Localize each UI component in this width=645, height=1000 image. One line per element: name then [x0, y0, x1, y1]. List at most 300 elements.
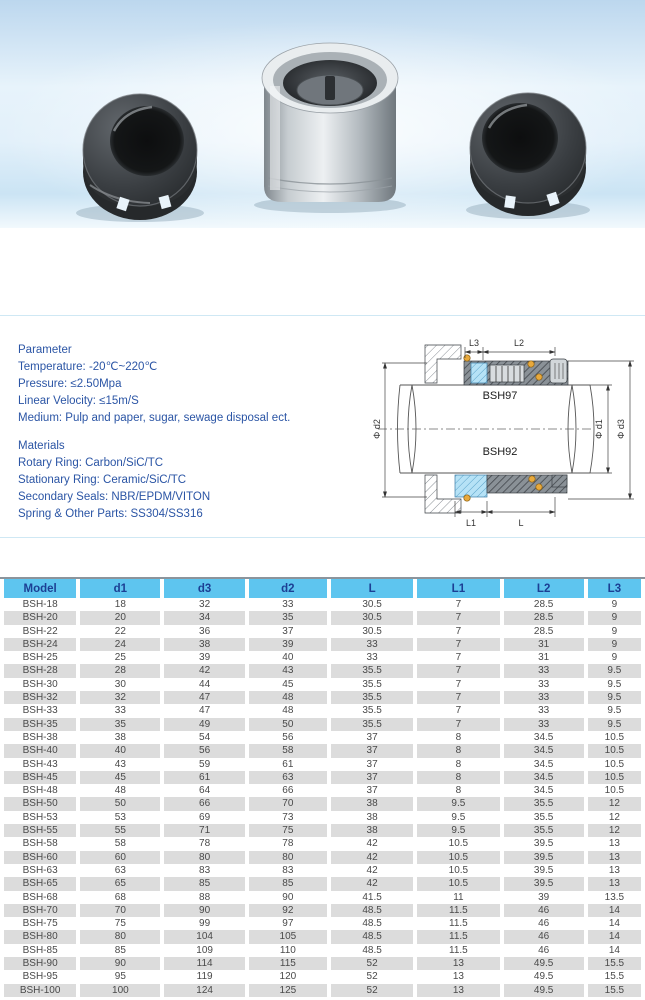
value-cell: 32: [199, 599, 211, 610]
value-cell: 11.5: [417, 930, 499, 943]
value-cell: 14: [608, 918, 620, 930]
value-cell: 7: [417, 638, 499, 651]
value-cell: 13: [588, 851, 641, 864]
value-cell: 34.5: [533, 785, 554, 797]
value-cell: 40: [80, 744, 160, 757]
value-cell: 7: [417, 718, 499, 731]
value-cell: 43: [249, 664, 327, 677]
value-cell: 48: [114, 785, 126, 797]
value-cell: 48.5: [362, 918, 382, 930]
value-cell: 50: [80, 797, 160, 810]
value-cell: 97: [282, 918, 294, 930]
value-cell: 75: [249, 824, 327, 837]
value-cell: 37: [331, 771, 413, 784]
value-cell: 48: [249, 691, 327, 704]
value-cell: 11.5: [417, 904, 499, 917]
value-cell: 9.5: [607, 678, 622, 690]
value-cell: 41.5: [362, 891, 382, 903]
table-row: [4, 731, 641, 744]
value-cell: 63: [249, 771, 327, 784]
value-cell: 99: [199, 918, 211, 930]
seal-assembly-upper: [425, 345, 568, 385]
value-cell: 88: [199, 891, 211, 903]
value-cell: 69: [199, 811, 211, 823]
value-cell: 9.5: [451, 811, 466, 823]
value-cell: 15.5: [588, 984, 641, 997]
model-cell: BSH-20: [4, 611, 76, 624]
table-row: [4, 611, 641, 624]
value-cell: 35: [80, 718, 160, 731]
value-cell: 45: [80, 771, 160, 784]
table-row: [4, 824, 641, 837]
value-cell: 49.5: [533, 971, 554, 983]
value-cell: 33: [538, 705, 550, 717]
value-cell: 28: [80, 664, 160, 677]
model-cell: BSH-22: [22, 625, 58, 637]
value-cell: 9: [611, 599, 618, 610]
value-cell: 35.5: [331, 664, 413, 677]
model-label-bsh97: BSH97: [482, 390, 518, 402]
spec-line-stationary-ring: Stationary Ring: Ceramic/SiC/TC: [18, 474, 187, 486]
value-cell: 30.5: [362, 625, 382, 637]
model-cell: BSH-68: [22, 891, 58, 903]
model-cell: BSH-32: [4, 691, 76, 704]
value-cell: 7: [417, 611, 499, 624]
value-cell: 11.5: [449, 918, 468, 930]
value-cell: 104: [164, 930, 244, 943]
value-cell: 39: [249, 638, 327, 651]
value-cell: 46: [504, 904, 584, 917]
value-cell: 7: [455, 625, 462, 637]
value-cell: 31: [538, 652, 550, 664]
value-cell: 49: [164, 718, 244, 731]
dimension-table: [0, 577, 645, 997]
column-header-d3: d3: [164, 579, 244, 598]
column-header-l2: L2: [504, 579, 584, 598]
value-cell: 48: [282, 705, 294, 717]
value-cell: 124: [164, 984, 244, 997]
value-cell: 12: [588, 797, 641, 810]
table-row: [4, 691, 641, 704]
table-row: [4, 651, 641, 664]
parameter-title: Parameter: [18, 344, 72, 356]
value-cell: 9: [588, 638, 641, 651]
column-header-l3: L3: [588, 579, 641, 598]
value-cell: 80: [80, 930, 160, 943]
value-cell: 90: [164, 904, 244, 917]
value-cell: 71: [164, 824, 244, 837]
value-cell: 7: [455, 705, 462, 717]
value-cell: 114: [164, 957, 244, 970]
value-cell: 33: [538, 678, 550, 690]
value-cell: 50: [249, 718, 327, 731]
value-cell: 34.5: [533, 731, 554, 743]
value-cell: 63: [114, 864, 126, 876]
value-cell: 24: [80, 638, 160, 651]
value-cell: 46: [504, 930, 584, 943]
value-cell: 33: [114, 705, 126, 717]
value-cell: 47: [164, 691, 244, 704]
dim-label-l: L: [518, 518, 524, 528]
value-cell: 32: [80, 691, 160, 704]
value-cell: 52: [331, 984, 413, 997]
model-cell: BSH-53: [22, 811, 58, 823]
value-cell: 7: [417, 691, 499, 704]
value-cell: 13: [608, 864, 620, 876]
value-cell: 8: [455, 785, 462, 797]
spec-line-pressure: Pressure: ≤2.50Mpa: [18, 378, 122, 390]
table-row: [4, 864, 641, 877]
table-row: [4, 758, 641, 771]
model-cell: BSH-75: [22, 918, 58, 930]
value-cell: 53: [114, 811, 126, 823]
spec-line-temperature: Temperature: -20℃~220℃: [18, 361, 158, 373]
value-cell: 46: [538, 944, 550, 956]
table-row: [4, 784, 641, 797]
table-row: [4, 984, 641, 997]
value-cell: 8: [417, 771, 499, 784]
value-cell: 9.5: [417, 797, 499, 810]
value-cell: 66: [282, 785, 294, 797]
table-row: [4, 797, 641, 810]
value-cell: 90: [282, 891, 294, 903]
value-cell: 120: [279, 971, 297, 983]
column-header-l1: L1: [417, 579, 499, 598]
table-header-row: [4, 579, 641, 598]
value-cell: 90: [80, 957, 160, 970]
value-cell: 8: [417, 744, 499, 757]
value-cell: 73: [282, 811, 294, 823]
model-cell: BSH-55: [4, 824, 76, 837]
value-cell: 33: [504, 718, 584, 731]
value-cell: 75: [114, 918, 126, 930]
value-cell: 80: [164, 851, 244, 864]
spec-line-secondary-seals: Secondary Seals: NBR/EPDM/VITON: [18, 491, 211, 503]
value-cell: 52: [366, 971, 378, 983]
value-cell: 34.5: [533, 758, 554, 770]
value-cell: 48.5: [331, 930, 413, 943]
table-body: [4, 598, 641, 997]
value-cell: 115: [249, 957, 327, 970]
column-header-d2: d2: [249, 579, 327, 598]
column-header-d1: d1: [80, 579, 160, 598]
value-cell: 13: [452, 971, 464, 983]
value-cell: 45: [282, 678, 294, 690]
model-cell: BSH-100: [4, 984, 76, 997]
product-photo: [0, 0, 645, 228]
value-cell: 83: [282, 864, 294, 876]
value-cell: 13: [588, 877, 641, 890]
value-cell: 68: [114, 891, 126, 903]
value-cell: 9: [611, 625, 618, 637]
specifications-text: [18, 342, 290, 523]
section-divider: [0, 537, 645, 538]
model-cell: BSH-38: [22, 731, 58, 743]
value-cell: 105: [249, 930, 327, 943]
value-cell: 14: [588, 930, 641, 943]
value-cell: 59: [199, 758, 211, 770]
table-row: [4, 970, 641, 983]
table-row: [4, 877, 641, 890]
value-cell: 10.5: [588, 771, 641, 784]
value-cell: 39.5: [533, 864, 554, 876]
spec-line-rotary-ring: Rotary Ring: Carbon/SiC/TC: [18, 457, 164, 469]
value-cell: 7: [417, 664, 499, 677]
value-cell: 42: [164, 664, 244, 677]
value-cell: 10.5: [448, 838, 469, 850]
value-cell: 42: [331, 877, 413, 890]
value-cell: 38: [331, 824, 413, 837]
value-cell: 80: [249, 851, 327, 864]
value-cell: 58: [114, 838, 126, 850]
spec-line-medium: Medium: Pulp and paper, sugar, sewage disposal ect.: [18, 412, 291, 424]
table-row: [4, 811, 641, 824]
model-cell: BSH-40: [4, 744, 76, 757]
value-cell: 42: [331, 851, 413, 864]
value-cell: 119: [196, 971, 213, 983]
model-cell: BSH-24: [4, 638, 76, 651]
value-cell: 12: [588, 824, 641, 837]
value-cell: 9.5: [607, 705, 622, 717]
value-cell: 36: [199, 625, 211, 637]
value-cell: 10.5: [417, 851, 499, 864]
model-cell: BSH-50: [4, 797, 76, 810]
value-cell: 33: [366, 652, 378, 664]
value-cell: 9.5: [417, 824, 499, 837]
model-cell: BSH-45: [4, 771, 76, 784]
value-cell: 35.5: [504, 797, 584, 810]
value-cell: 95: [114, 971, 126, 983]
table-row: [4, 944, 641, 957]
value-cell: 52: [331, 957, 413, 970]
table-row: [4, 837, 641, 850]
materials-title: Materials: [18, 440, 65, 452]
value-cell: 38: [114, 731, 126, 743]
value-cell: 61: [282, 758, 294, 770]
dim-label-d3: Φ d3: [616, 419, 626, 439]
value-cell: 8: [455, 731, 462, 743]
value-cell: 38: [366, 811, 378, 823]
value-cell: 31: [504, 638, 584, 651]
model-cell: BSH-18: [22, 599, 58, 610]
value-cell: 34.5: [504, 771, 584, 784]
model-cell: BSH-85: [22, 944, 58, 956]
value-cell: 85: [164, 877, 244, 890]
value-cell: 35.5: [504, 824, 584, 837]
value-cell: 42: [366, 838, 378, 850]
value-cell: 14: [608, 944, 620, 956]
technical-diagram: [372, 333, 645, 529]
value-cell: 64: [199, 785, 211, 797]
value-cell: 60: [80, 851, 160, 864]
value-cell: 10.5: [604, 758, 625, 770]
table-row: [4, 678, 641, 691]
value-cell: 49.5: [504, 957, 584, 970]
value-cell: 35: [249, 611, 327, 624]
value-cell: 100: [80, 984, 160, 997]
table-row: [4, 891, 641, 904]
value-cell: 37: [282, 625, 294, 637]
value-cell: 92: [249, 904, 327, 917]
value-cell: 9: [588, 611, 641, 624]
value-cell: 37: [331, 744, 413, 757]
dim-label-l3: L3: [468, 338, 480, 348]
value-cell: 28.5: [533, 599, 554, 610]
value-cell: 48.5: [362, 944, 382, 956]
value-cell: 33: [331, 638, 413, 651]
value-cell: 40: [282, 652, 294, 664]
value-cell: 15.5: [604, 971, 625, 983]
value-cell: 39: [538, 891, 550, 903]
value-cell: 20: [80, 611, 160, 624]
dim-label-l2: L2: [513, 338, 525, 348]
value-cell: 42: [366, 864, 378, 876]
value-cell: 61: [164, 771, 244, 784]
table-row: [4, 625, 641, 638]
value-cell: 78: [282, 838, 294, 850]
table-row: [4, 957, 641, 970]
value-cell: 9: [611, 652, 618, 664]
value-cell: 13: [417, 984, 499, 997]
model-cell: BSH-48: [22, 785, 58, 797]
value-cell: 38: [331, 797, 413, 810]
value-cell: 33: [504, 664, 584, 677]
dim-label-d2: Φ d2: [372, 419, 382, 439]
value-cell: 35.5: [331, 718, 413, 731]
table-row: [4, 638, 641, 651]
value-cell: 13: [608, 838, 620, 850]
model-cell: BSH-35: [4, 718, 76, 731]
model-cell: BSH-63: [22, 864, 58, 876]
value-cell: 11: [453, 891, 464, 903]
model-label-bsh92: BSH92: [482, 446, 518, 458]
value-cell: 35.5: [362, 705, 382, 717]
value-cell: 11.5: [449, 944, 468, 956]
value-cell: 28.5: [533, 625, 554, 637]
value-cell: 56: [164, 744, 244, 757]
model-cell: BSH-58: [22, 838, 58, 850]
table-row: [4, 917, 641, 930]
value-cell: 7: [455, 652, 462, 664]
value-cell: 10.5: [604, 785, 625, 797]
model-cell: BSH-95: [22, 971, 58, 983]
table-row: [4, 704, 641, 717]
value-cell: 46: [538, 918, 550, 930]
table-row: [4, 598, 641, 611]
value-cell: 9.5: [588, 664, 641, 677]
value-cell: 109: [196, 944, 213, 956]
value-cell: 125: [249, 984, 327, 997]
value-cell: 15.5: [588, 957, 641, 970]
value-cell: 58: [249, 744, 327, 757]
value-cell: 9.5: [588, 691, 641, 704]
product-photo-art: [0, 0, 645, 228]
column-header-model: Model: [4, 579, 76, 598]
table-row: [4, 744, 641, 757]
value-cell: 13.5: [604, 891, 625, 903]
value-cell: 37: [366, 731, 378, 743]
value-cell: 14: [588, 904, 641, 917]
spec-line-velocity: Linear Velocity: ≤15m/S: [18, 395, 139, 407]
seal-assembly-lower: [425, 475, 567, 513]
value-cell: 49.5: [504, 984, 584, 997]
model-cell: BSH-33: [22, 705, 58, 717]
value-cell: 83: [199, 864, 211, 876]
model-cell: BSH-28: [4, 664, 76, 677]
model-cell: BSH-60: [4, 851, 76, 864]
value-cell: 10.5: [448, 864, 469, 876]
model-cell: BSH-90: [4, 957, 76, 970]
value-cell: 34: [164, 611, 244, 624]
value-cell: 33: [282, 599, 294, 610]
value-cell: 85: [249, 877, 327, 890]
model-cell: BSH-70: [4, 904, 76, 917]
model-cell: BSH-65: [4, 877, 76, 890]
value-cell: 70: [80, 904, 160, 917]
value-cell: 7: [455, 599, 462, 610]
value-cell: 43: [114, 758, 126, 770]
model-cell: BSH-80: [4, 930, 76, 943]
value-cell: 78: [199, 838, 211, 850]
value-cell: 33: [504, 691, 584, 704]
model-cell: BSH-25: [22, 652, 58, 664]
value-cell: 85: [114, 944, 126, 956]
value-cell: 54: [199, 731, 211, 743]
value-cell: 30.5: [362, 599, 382, 610]
value-cell: 37: [366, 758, 378, 770]
value-cell: 18: [114, 599, 126, 610]
value-cell: 110: [279, 944, 296, 956]
model-cell: BSH-43: [22, 758, 58, 770]
value-cell: 30: [114, 678, 126, 690]
value-cell: 8: [455, 758, 462, 770]
dim-label-l1: L1: [465, 518, 477, 528]
value-cell: 47: [199, 705, 211, 717]
value-cell: 13: [417, 957, 499, 970]
table-row: [4, 771, 641, 784]
seal-sleeve-center: [254, 43, 406, 213]
value-cell: 39.5: [504, 877, 584, 890]
value-cell: 39.5: [533, 838, 554, 850]
value-cell: 56: [282, 731, 294, 743]
value-cell: 35.5: [533, 811, 554, 823]
value-cell: 30.5: [331, 611, 413, 624]
value-cell: 10.5: [588, 744, 641, 757]
table-row: [4, 904, 641, 917]
section-divider: [0, 315, 645, 316]
column-header-l: L: [331, 579, 413, 598]
value-cell: 55: [80, 824, 160, 837]
table-row: [4, 664, 641, 677]
value-cell: 37: [366, 785, 378, 797]
table-row: [4, 718, 641, 731]
value-cell: 12: [608, 811, 620, 823]
value-cell: 35.5: [362, 678, 382, 690]
value-cell: 10.5: [417, 877, 499, 890]
table-row: [4, 930, 641, 943]
value-cell: 7: [455, 678, 462, 690]
value-cell: 9.5: [588, 718, 641, 731]
value-cell: 22: [114, 625, 126, 637]
value-cell: 25: [114, 652, 126, 664]
value-cell: 28.5: [504, 611, 584, 624]
value-cell: 48.5: [331, 904, 413, 917]
value-cell: 70: [249, 797, 327, 810]
dim-label-d1: Φ d1: [594, 419, 604, 439]
value-cell: 39: [199, 652, 211, 664]
table-row: [4, 851, 641, 864]
spec-line-spring-parts: Spring & Other Parts: SS304/SS316: [18, 508, 203, 520]
